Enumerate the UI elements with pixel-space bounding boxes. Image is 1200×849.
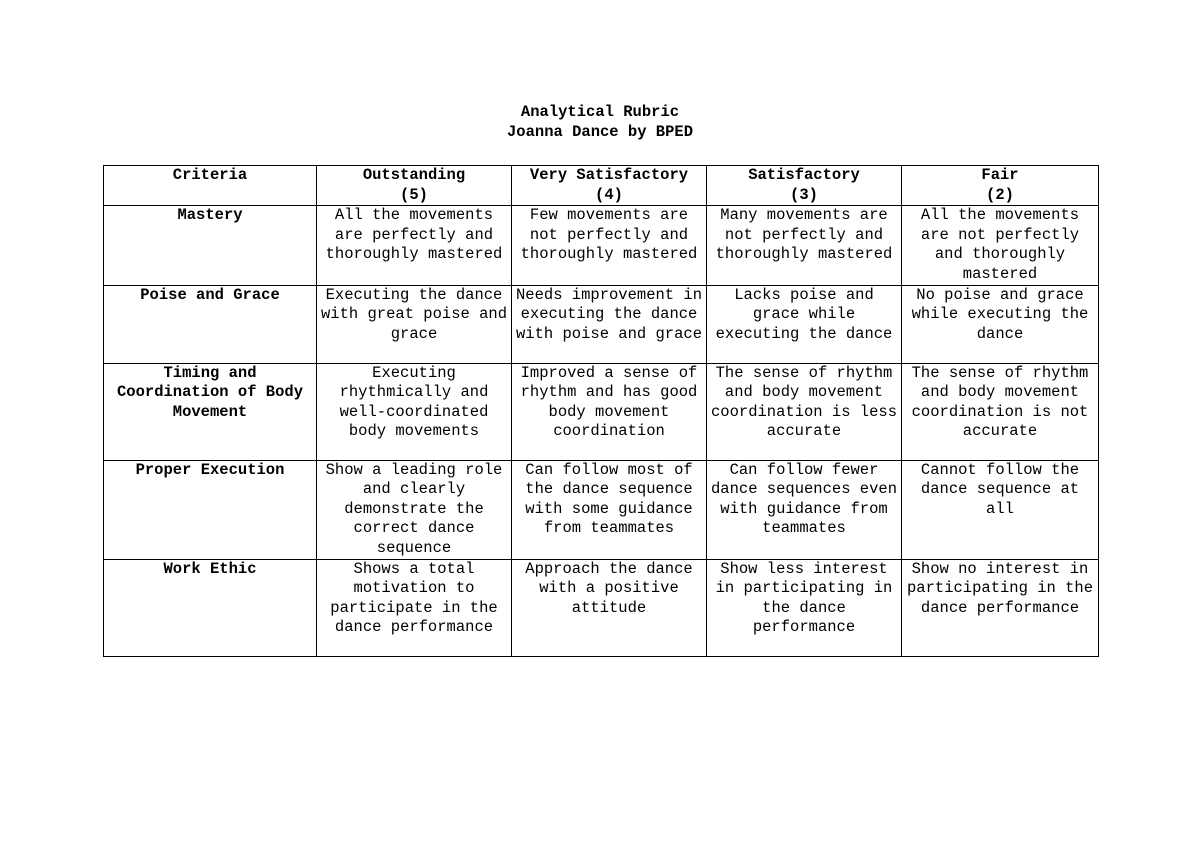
table-row: [104, 460, 1099, 559]
header-score: (2): [986, 185, 1014, 204]
criterion-cell: Timing and Coordination of Body Movement: [104, 363, 317, 460]
rubric-cell: All the movements are perfectly and thoroughly mastered: [317, 206, 512, 285]
rubric-cell: Few movements are not perfectly and thoroughly mastered: [512, 206, 707, 285]
rubric-cell: All the movements are not perfectly and thoroughly mastered: [902, 206, 1099, 285]
rubric-cell: Executing rhythmically and well-coordinated body movements: [317, 363, 512, 460]
header-outstanding: [317, 166, 512, 206]
criterion-cell: Work Ethic: [104, 559, 317, 656]
title-line-1: Analytical Rubric: [520, 103, 680, 121]
rubric-cell: The sense of rhythm and body movement coordination is less accurate: [707, 363, 902, 460]
rubric-cell: No poise and grace while executing the dance: [902, 285, 1099, 363]
header-label: Very Satisfactory: [529, 166, 689, 184]
header-row: [104, 166, 1099, 206]
header-label: Fair: [981, 166, 1019, 184]
header-criteria: [104, 166, 317, 206]
rubric-cell: Shows a total motivation to participate in the dance performance: [317, 559, 512, 656]
rubric-cell: Improved a sense of rhythm and has good body movement coordination: [512, 363, 707, 460]
rubric-cell: Lacks poise and grace while executing the dance: [707, 285, 902, 363]
header-label: Outstanding: [362, 166, 466, 184]
title-line-2: Joanna Dance by BPED: [506, 123, 694, 141]
rubric-cell: Cannot follow the dance sequence at all: [902, 460, 1099, 559]
criterion-cell: Mastery: [104, 206, 317, 285]
rubric-cell: Can follow fewer dance sequences even with guidance from teammates: [707, 460, 902, 559]
rubric-cell: Show less interest in participating in the dance performance: [707, 559, 902, 656]
header-very-satisfactory: [512, 166, 707, 206]
rubric-cell: The sense of rhythm and body movement coordination is not accurate: [902, 363, 1099, 460]
header-satisfactory: [707, 166, 902, 206]
rubric-cell: Approach the dance with a positive attitude: [512, 559, 707, 656]
rubric-cell: Many movements are not perfectly and thoroughly mastered: [707, 206, 902, 285]
rubric-cell: Show a leading role and clearly demonstrate the correct dance sequence: [317, 460, 512, 559]
table-row: [104, 559, 1099, 656]
header-label: Criteria: [172, 166, 248, 184]
rubric-cell: Executing the dance with great poise and grace: [317, 285, 512, 363]
table-row: [104, 285, 1099, 363]
rubric-table: [103, 165, 1099, 657]
document-title: [0, 102, 1200, 142]
header-score: (3): [790, 185, 818, 204]
rubric-cell: Show no interest in participating in the dance performance: [902, 559, 1099, 656]
table-row: [104, 206, 1099, 285]
criterion-cell: Proper Execution: [104, 460, 317, 559]
header-score: (5): [400, 185, 428, 204]
header-fair: [902, 166, 1099, 206]
table-row: [104, 363, 1099, 460]
criterion-cell: Poise and Grace: [104, 285, 317, 363]
header-label: Satisfactory: [748, 166, 860, 184]
rubric-cell: Needs improvement in executing the dance with poise and grace: [512, 285, 707, 363]
header-score: (4): [595, 185, 623, 204]
rubric-cell: Can follow most of the dance sequence with some guidance from teammates: [512, 460, 707, 559]
